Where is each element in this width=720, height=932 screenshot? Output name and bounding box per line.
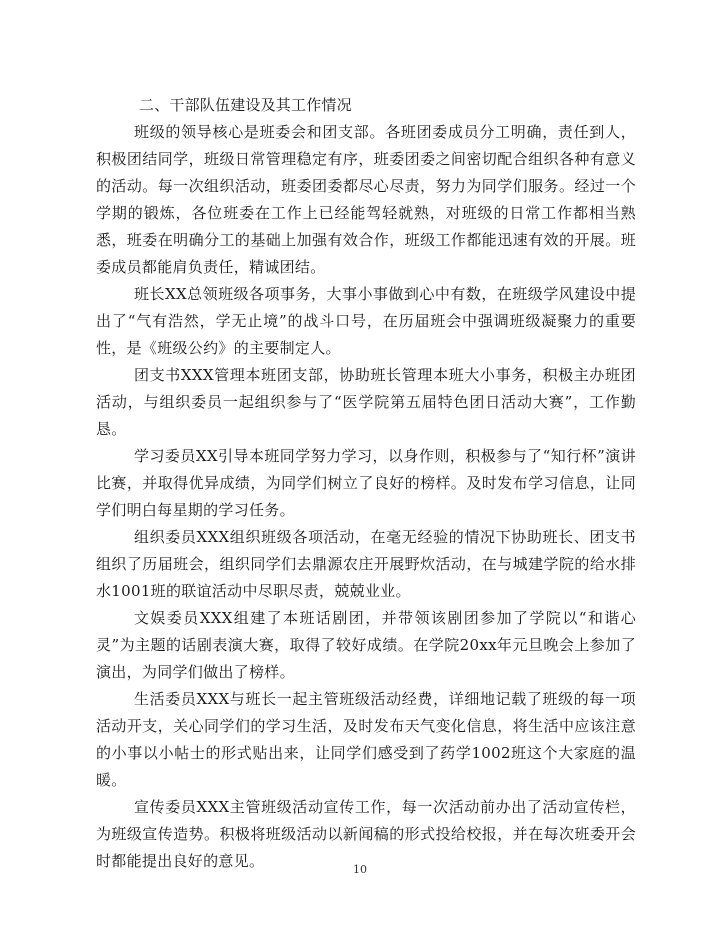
paragraph-monitor: 班长XX总领班级各项事务，大事小事做到心中有数，在班级学风建设中提出了“气有浩然，学无止境”的战斗口号，在历届班会中强调班级凝聚力的重要性，是《班级公约》的主要制定人。 xyxy=(96,285,636,357)
paragraph-league-secretary: 团支书XXX管理本班团支部，协助班长管理本班大小事务，积极主办班团活动，与组织委员一起组织参与了“医学院第五届特色团日活动大赛”，工作勤恳。 xyxy=(96,366,636,438)
paragraph-class-leadership: 班级的领导核心是班委会和团支部。各班团委成员分工明确，责任到人，积极团结同学，班级日常管理稳定有序，班委团委之间密切配合组织各种有意义的活动。每一次组织活动，班委团委都尽心尽责，努力为同学们服务。经过一个学期的锻炼，各位班委在工作上已经能驾轻就熟，对班级的日常工作都相当熟悉，班委在明确分工的基础上加强有效合作，班级工作都能迅速有效的开展。班委成员都能肩负责任，精诚团结。 xyxy=(96,123,636,276)
page-number: 10 xyxy=(353,863,367,876)
paragraph-entertainment-committee: 文娱委员XXX组建了本班话剧团，并带领该剧团参加了学院以“和谐心灵”为主题的话剧表演大赛，取得了较好成绩。在学院20xx年元旦晚会上参加了演出，为同学们做出了榜样。 xyxy=(96,609,636,681)
paragraph-life-committee: 生活委员XXX与班长一起主管班级活动经费，详细地记载了班级的每一项活动开支，关心同学们的学习生活，及时发布天气变化信息，将生活中应该注意的小事以小帖士的形式贴出来，让同学们感受到了药学1002班这个大家庭的温暖。 xyxy=(96,690,636,789)
paragraph-organization-committee: 组织委员XXX组织班级各项活动，在毫无经验的情况下协助班长、团支书组织了历届班会，组织同学们去鼎源农庄开展野炊活动，在与城建学院的给水排水1001班的联谊活动中尽职尽责，兢兢业业。 xyxy=(96,528,636,600)
paragraph-study-committee: 学习委员XX引导本班同学努力学习，以身作则，积极参与了“知行杯”演讲比赛，并取得优异成绩，为同学们树立了良好的榜样。及时发布学习信息，让同学们明白每星期的学习任务。 xyxy=(96,447,636,519)
document-body xyxy=(96,92,636,875)
section-heading: 二、干部队伍建设及其工作情况 xyxy=(139,96,352,114)
paragraph-publicity-committee: 宣传委员XXX主管班级活动宣传工作，每一次活动前办出了活动宣传栏，为班级宣传造势。积极将班级活动以新闻稿的形式投给校报，并在每次班委开会时都能提出良好的意见。 xyxy=(96,798,636,870)
